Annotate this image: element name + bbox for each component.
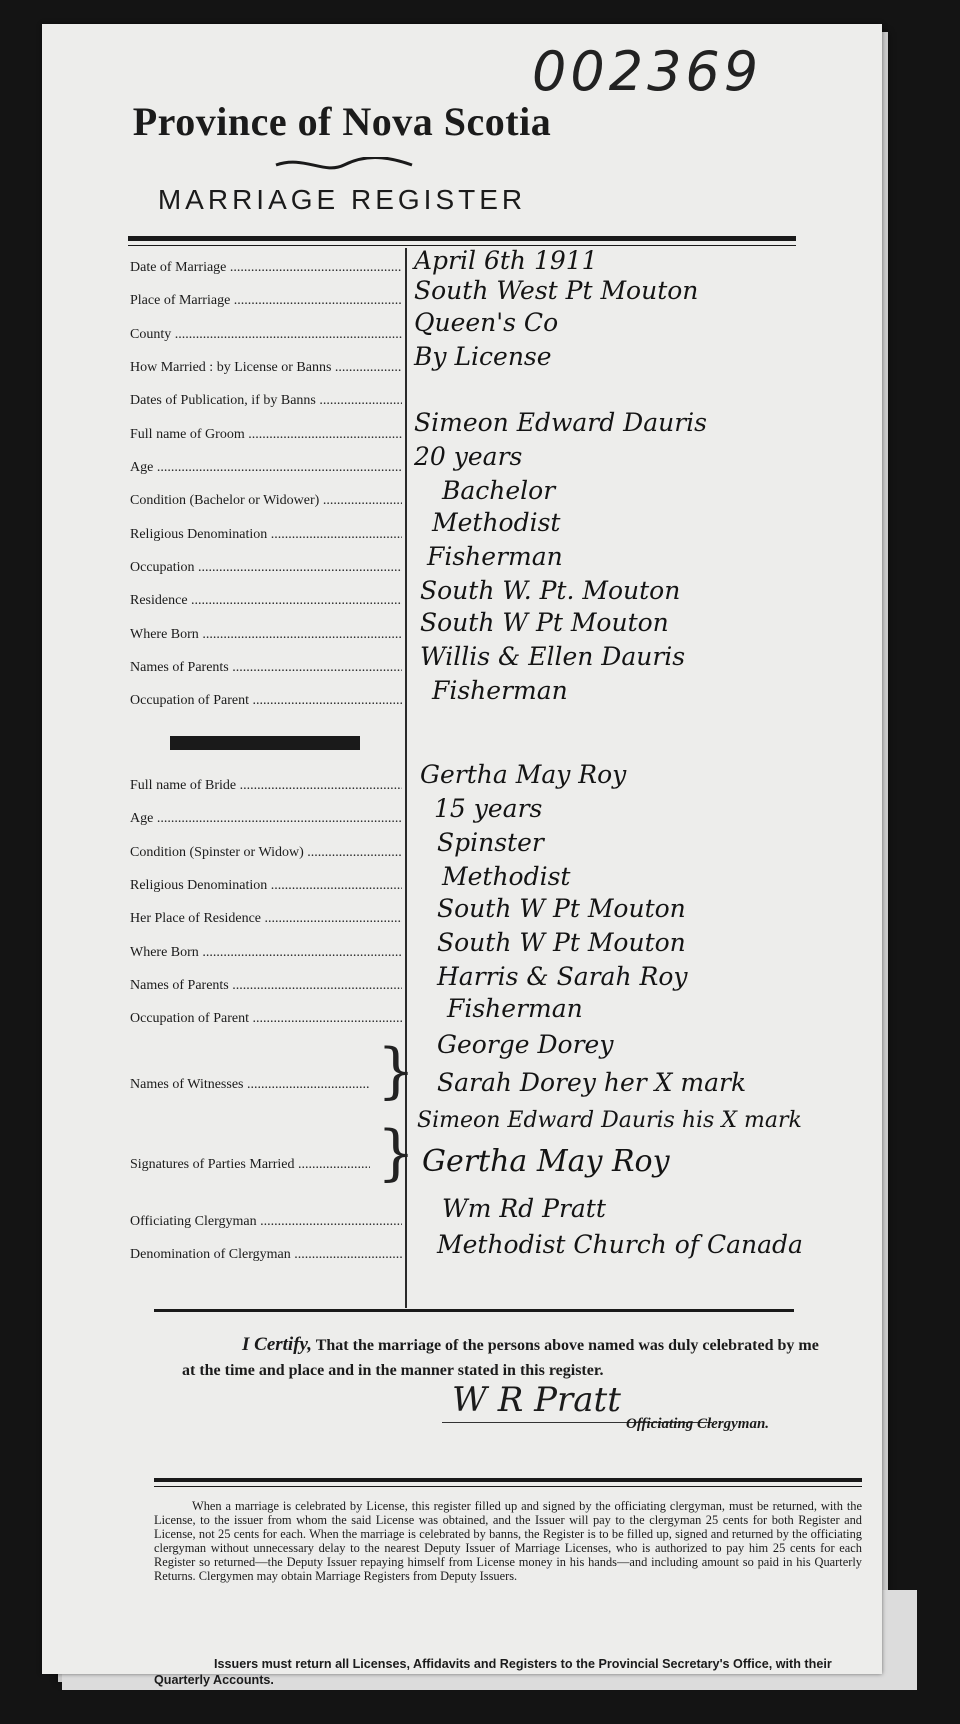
label-bride-religion: Religious Denomination ..... bbox=[130, 878, 402, 894]
value-bride-parent-occupation: Fisherman bbox=[447, 994, 583, 1023]
label-groom-parent-occupation: Occupation of Parent ..... bbox=[130, 693, 402, 709]
value-bride-residence: South W Pt Mouton bbox=[437, 894, 686, 923]
label-groom-residence: Residence ..... bbox=[130, 593, 402, 609]
footnote-rule-thin bbox=[154, 1486, 862, 1487]
label-bride-parent-occupation: Occupation of Parent ..... bbox=[130, 1011, 402, 1027]
officiant-caption: Officiating Clergyman. bbox=[626, 1416, 770, 1432]
label-groom-condition: Condition (Bachelor or Widower) ..... bbox=[130, 493, 402, 509]
label-groom-religion: Religious Denomination ..... bbox=[130, 527, 402, 543]
label-signatures: Signatures of Parties Married ..... bbox=[130, 1157, 370, 1173]
value-date-of-marriage: April 6th 1911 bbox=[414, 246, 598, 275]
label-clergyman: Officiating Clergyman ..... bbox=[130, 1214, 402, 1230]
issuers-note: Issuers must return all Licenses, Affidavits and Registers to the Provincial Secretary's Office, with their Quarterly Accounts. bbox=[154, 1657, 832, 1687]
footnote-rule bbox=[154, 1478, 862, 1482]
value-groom-occupation: Fisherman bbox=[427, 542, 563, 571]
signatures-brace: } bbox=[377, 1118, 416, 1188]
label-groom-birthplace: Where Born ..... bbox=[130, 627, 402, 643]
marriage-register-sheet bbox=[42, 24, 882, 1687]
certify-text: That the marriage of the persons above named was duly celebrated by me at the time and place and in the manner stated in this register. bbox=[182, 1337, 819, 1379]
form-title: MARRIAGE REGISTER bbox=[157, 184, 527, 215]
label-bride-condition: Condition (Spinster or Widow) ..... bbox=[130, 845, 402, 861]
label-bride-residence: Her Place of Residence ..... bbox=[130, 911, 402, 927]
value-groom-parent-occupation: Fisherman bbox=[432, 676, 568, 705]
value-bride-age: 15 years bbox=[434, 794, 543, 823]
label-groom-parents: Names of Parents ..... bbox=[130, 660, 402, 676]
label-groom-age: Age ..... bbox=[130, 460, 402, 476]
section-separator bbox=[170, 736, 360, 750]
value-witness-2: Sarah Dorey her X mark bbox=[437, 1068, 747, 1097]
value-clergyman: Wm Rd Pratt bbox=[442, 1194, 606, 1223]
label-dates-of-publication: Dates of Publication, if by Banns ..... bbox=[130, 393, 402, 409]
title-swash-ornament bbox=[274, 157, 414, 173]
value-groom-parents: Willis & Ellen Dauris bbox=[420, 642, 686, 671]
value-witness-1: George Dorey bbox=[437, 1030, 614, 1059]
label-bride-name: Full name of Bride ..... bbox=[130, 778, 402, 794]
value-bride-religion: Methodist bbox=[442, 862, 571, 891]
value-groom-name: Simeon Edward Dauris bbox=[414, 408, 708, 437]
value-groom-residence: South W. Pt. Mouton bbox=[420, 576, 681, 605]
value-county: Queen's Co bbox=[414, 308, 559, 337]
label-date-of-marriage: Date of Marriage ..... bbox=[130, 260, 402, 276]
label-how-married: How Married : by License or Banns ..... bbox=[130, 360, 402, 376]
label-groom-occupation: Occupation ..... bbox=[130, 560, 402, 576]
register-number: 002369 bbox=[532, 40, 763, 103]
certify-lead: I Certify, bbox=[242, 1334, 313, 1355]
label-bride-birthplace: Where Born ..... bbox=[130, 945, 402, 961]
label-bride-age: Age ..... bbox=[130, 811, 402, 827]
value-signature-bride: Gertha May Roy bbox=[422, 1144, 670, 1179]
province-title: Province of Nova Scotia bbox=[132, 99, 552, 144]
value-groom-birthplace: South W Pt Mouton bbox=[420, 608, 669, 637]
label-witnesses: Names of Witnesses ..... bbox=[130, 1077, 370, 1093]
certification-statement bbox=[182, 1332, 827, 1383]
value-groom-age: 20 years bbox=[414, 442, 523, 471]
value-bride-parents: Harris & Sarah Roy bbox=[437, 962, 688, 991]
label-county: County ..... bbox=[130, 327, 402, 343]
value-bride-name: Gertha May Roy bbox=[420, 760, 627, 789]
value-place-of-marriage: South West Pt Mouton bbox=[414, 276, 699, 305]
value-bride-condition: Spinster bbox=[437, 828, 544, 857]
certify-rule bbox=[154, 1309, 794, 1312]
witnesses-brace: } bbox=[377, 1036, 416, 1106]
label-clergyman-denomination: Denomination of Clergyman ..... bbox=[130, 1247, 402, 1263]
value-signature-groom: Simeon Edward Dauris his X mark bbox=[417, 1108, 802, 1133]
instructions-footnote: When a marriage is celebrated by License, this register filled up and signed by the officiating clergyman, must be returned, with the License, to the issuer from whom the said License was obtained, and the Issuer will pay to the clergyman 25 cents for both Register and License, not 25 cents for each. When the marriage is celebrated by banns, the Register is to be filled up, signed and returned by the officiating clergyman without unnecessary delay to the nearest Deputy Issuer of Marriage Licenses, who is authorized to pay him 25 cents for each Register so returned—the Deputy Issuer repaying himself from License money in his hands—and including amount so paid in his Quarterly Returns. Clergymen may obtain Marriage Registers from Deputy Issuers. bbox=[154, 1499, 862, 1583]
value-groom-religion: Methodist bbox=[432, 508, 561, 537]
label-groom-name: Full name of Groom ..... bbox=[130, 427, 402, 443]
officiant-signature: W R Pratt bbox=[452, 1380, 621, 1420]
header-rule bbox=[128, 236, 796, 241]
value-how-married: By License bbox=[414, 342, 552, 371]
label-place-of-marriage: Place of Marriage ..... bbox=[130, 293, 402, 309]
value-groom-condition: Bachelor bbox=[442, 476, 556, 505]
label-bride-parents: Names of Parents ..... bbox=[130, 978, 402, 994]
value-bride-birthplace: South W Pt Mouton bbox=[437, 928, 686, 957]
value-clergyman-denomination: Methodist Church of Canada bbox=[437, 1230, 803, 1259]
